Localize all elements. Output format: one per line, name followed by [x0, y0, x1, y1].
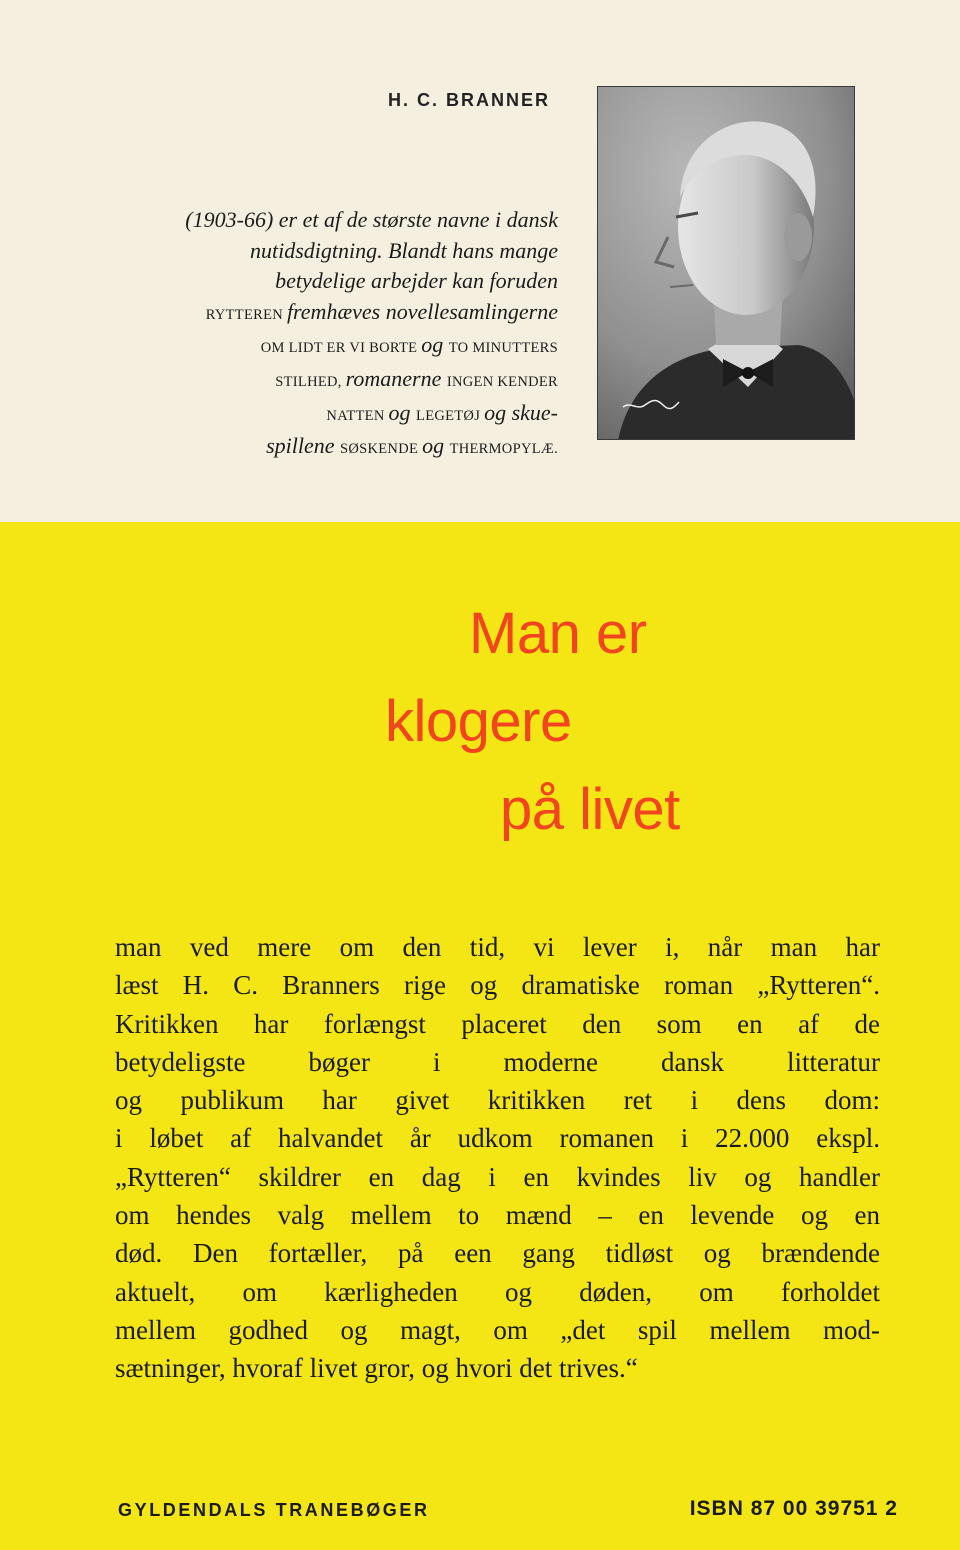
- bio-line: [118, 330, 558, 364]
- bio-line: [118, 364, 558, 398]
- headline-line-2: klogere: [385, 689, 572, 754]
- headline-line-1: Man er: [469, 601, 647, 666]
- bio-segment: LEGETØJ: [416, 407, 485, 424]
- bio-segment: og: [422, 433, 450, 459]
- bio-segment: STILHED,: [275, 373, 346, 390]
- bio-line: [118, 205, 558, 236]
- author-portrait-photo: [597, 86, 855, 440]
- bio-segment: (1903-66) er et af de største navne i dansk: [185, 207, 558, 232]
- blurb-line: læst H. C. Branners rige og dramatiske roman „Rytteren“.: [115, 970, 880, 1001]
- blurb-text: [115, 928, 880, 1388]
- bio-segment: TO MINUTTERS: [448, 340, 558, 357]
- blurb-line: og publikum har givet kritikken ret i dens dom:: [115, 1085, 880, 1116]
- bio-segment: THERMOPYLÆ.: [449, 441, 558, 458]
- headline-line-3: på livet: [500, 777, 680, 842]
- bio-line: [118, 431, 558, 465]
- blurb-line: om hendes valg mellem to mænd – en levende og en: [115, 1200, 880, 1231]
- bio-segment: og skue-: [484, 399, 558, 425]
- blurb-line: Kritikken har forlængst placeret den som en af de: [115, 1008, 880, 1039]
- bio-segment: fremhæves novellesamlingerne: [286, 298, 558, 324]
- author-name: H. C. BRANNER: [387, 90, 550, 110]
- bio-segment: RYTTEREN: [205, 306, 287, 323]
- bio-line: [118, 266, 558, 297]
- bio-segment: nutidsdigtning. Blandt hans mange: [250, 237, 558, 263]
- blurb-line: sætninger, hvoraf livet gror, og hvori det trives.“: [115, 1353, 638, 1384]
- bio-segment: INGEN KENDER: [446, 373, 558, 390]
- blurb-line: mellem godhed og magt, om „det spil mellem mod-: [115, 1314, 880, 1345]
- author-bio: [118, 205, 558, 465]
- bio-segment: spillene: [266, 433, 340, 459]
- bio-segment: betydelige arbejder kan foruden: [275, 268, 558, 294]
- blurb-line: aktuelt, om kærligheden og døden, om forholdet: [115, 1276, 880, 1307]
- bio-segment: og: [388, 399, 417, 425]
- isbn: ISBN 87 00 39751 2: [689, 1497, 898, 1520]
- blurb-line: i løbet af halvandet år udkom romanen i 22.000 ekspl.: [115, 1123, 880, 1154]
- bio-line: [118, 236, 558, 267]
- bio-segment: og: [421, 332, 449, 358]
- blurb-line: betydeligste bøger i moderne dansk litteratur: [115, 1046, 880, 1077]
- bio-segment: romanerne: [345, 365, 447, 391]
- blurb-line: man ved mere om den tid, vi lever i, når man har: [115, 932, 880, 962]
- publisher-imprint: GYLDENDALS TRANEBØGER: [118, 1500, 430, 1520]
- bio-segment: NATTEN: [326, 407, 389, 424]
- bio-segment: SØSKENDE: [340, 441, 423, 458]
- bio-segment: OM LIDT ER VI BORTE: [260, 340, 422, 357]
- bio-line: [118, 297, 558, 331]
- blurb-line: „Rytteren“ skildrer en dag i en kvindes liv og handler: [115, 1161, 880, 1192]
- bio-line: [118, 398, 558, 432]
- blurb-line: død. Den fortæller, på een gang tidløst og brændende: [115, 1238, 880, 1269]
- headline: [385, 590, 680, 854]
